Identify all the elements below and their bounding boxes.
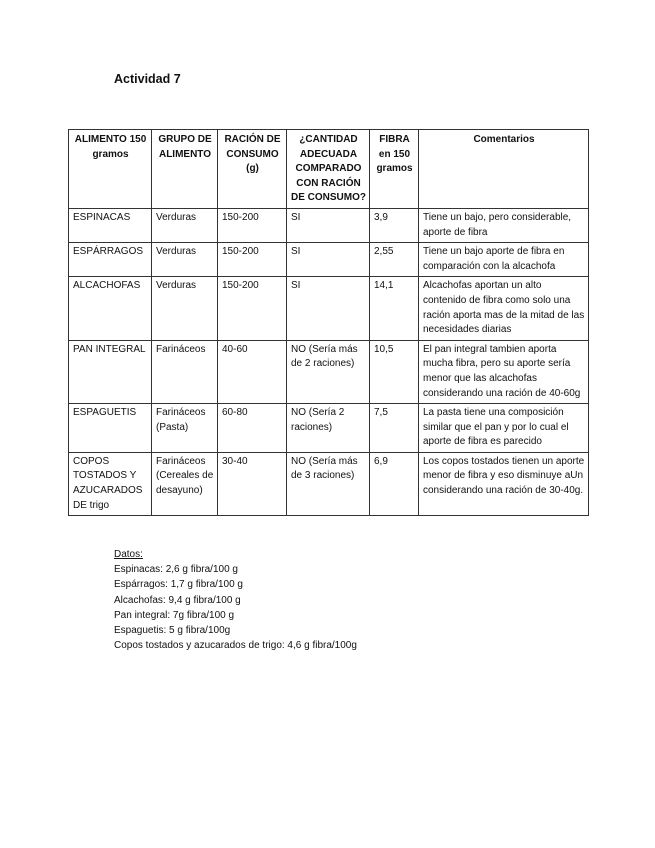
cell-grupo: Verduras bbox=[152, 208, 218, 242]
datos-line: Copos tostados y azucarados de trigo: 4,6 g fibra/100g bbox=[114, 640, 357, 652]
datos-heading: Datos: bbox=[114, 549, 143, 560]
cell-cantidad: SI bbox=[287, 208, 370, 242]
cell-grupo: Farináceos (Pasta) bbox=[152, 404, 218, 453]
cell-grupo: Farináceos (Cereales de desayuno) bbox=[152, 452, 218, 515]
header-fibra: FIBRA en 150 gramos bbox=[370, 130, 419, 209]
cell-fibra: 14,1 bbox=[370, 277, 419, 340]
cell-grupo: Verduras bbox=[152, 243, 218, 277]
cell-comentario: El pan integral tambien aporta mucha fibra, pero su aporte sería menor que las alcachofas considerando una ración de 40-60g bbox=[419, 340, 589, 403]
cell-alimento: ESPÁRRAGOS bbox=[69, 243, 152, 277]
cell-cantidad: NO (Sería más de 2 raciones) bbox=[287, 340, 370, 403]
cell-comentario: La pasta tiene una composición similar que el pan y por lo cual el aporte de fibra es parecido bbox=[419, 404, 589, 453]
cell-fibra: 2,55 bbox=[370, 243, 419, 277]
cell-alimento: PAN INTEGRAL bbox=[69, 340, 152, 403]
datos-line: Espaguetis: 5 g fibra/100g bbox=[114, 625, 231, 637]
cell-alimento: ESPINACAS bbox=[69, 208, 152, 242]
table-row bbox=[69, 340, 589, 403]
datos-line: Alcachofas: 9,4 g fibra/100 g bbox=[114, 594, 241, 606]
datos-section bbox=[114, 547, 357, 653]
header-cantidad: ¿CANTIDAD ADECUADA COMPARADO CON RACIÓN DE CONSUMO? bbox=[287, 130, 370, 209]
cell-comentario: Alcachofas aportan un alto contenido de fibra como solo una ración aporta mas de la mitad de las necesidades diarias bbox=[419, 277, 589, 340]
cell-racion: 150-200 bbox=[218, 243, 287, 277]
cell-alimento: ESPAGUETIS bbox=[69, 404, 152, 453]
cell-racion: 30-40 bbox=[218, 452, 287, 515]
cell-comentario: Tiene un bajo, pero considerable, aporte de fibra bbox=[419, 208, 589, 242]
cell-fibra: 3,9 bbox=[370, 208, 419, 242]
datos-line: Pan integral: 7g fibra/100 g bbox=[114, 609, 235, 621]
cell-comentario: Tiene un bajo aporte de fibra en comparación con la alcachofa bbox=[419, 243, 589, 277]
cell-comentario: Los copos tostados tienen un aporte menor de fibra y eso disminuye aUn considerando una ración de 30-40g. bbox=[419, 452, 589, 515]
cell-alimento: ALCACHOFAS bbox=[69, 277, 152, 340]
table-header-row bbox=[69, 130, 589, 209]
table-row bbox=[69, 243, 589, 277]
cell-racion: 60-80 bbox=[218, 404, 287, 453]
cell-alimento: COPOS TOSTADOS Y AZUCARADOS DE trigo bbox=[69, 452, 152, 515]
header-racion: RACIÓN DE CONSUMO (g) bbox=[218, 130, 287, 209]
cell-cantidad: SI bbox=[287, 243, 370, 277]
table-row bbox=[69, 452, 589, 515]
cell-racion: 150-200 bbox=[218, 208, 287, 242]
cell-fibra: 7,5 bbox=[370, 404, 419, 453]
table-row bbox=[69, 208, 589, 242]
cell-cantidad: SI bbox=[287, 277, 370, 340]
fiber-table bbox=[68, 129, 589, 516]
header-alimento: ALIMENTO 150 gramos bbox=[69, 130, 152, 209]
header-grupo: GRUPO DE ALIMENTO bbox=[152, 130, 218, 209]
cell-racion: 40-60 bbox=[218, 340, 287, 403]
datos-line: Espinacas: 2,6 g fibra/100 g bbox=[114, 564, 238, 576]
cell-fibra: 10,5 bbox=[370, 340, 419, 403]
cell-grupo: Farináceos bbox=[152, 340, 218, 403]
table-row bbox=[69, 277, 589, 340]
datos-line: Espárragos: 1,7 g fibra/100 g bbox=[114, 579, 243, 591]
cell-fibra: 6,9 bbox=[370, 452, 419, 515]
header-comentarios: Comentarios bbox=[419, 130, 589, 209]
cell-cantidad: NO (Sería más de 3 raciones) bbox=[287, 452, 370, 515]
cell-grupo: Verduras bbox=[152, 277, 218, 340]
table-row bbox=[69, 404, 589, 453]
cell-racion: 150-200 bbox=[218, 277, 287, 340]
page-title: Actividad 7 bbox=[114, 72, 181, 86]
cell-cantidad: NO (Sería 2 raciones) bbox=[287, 404, 370, 453]
